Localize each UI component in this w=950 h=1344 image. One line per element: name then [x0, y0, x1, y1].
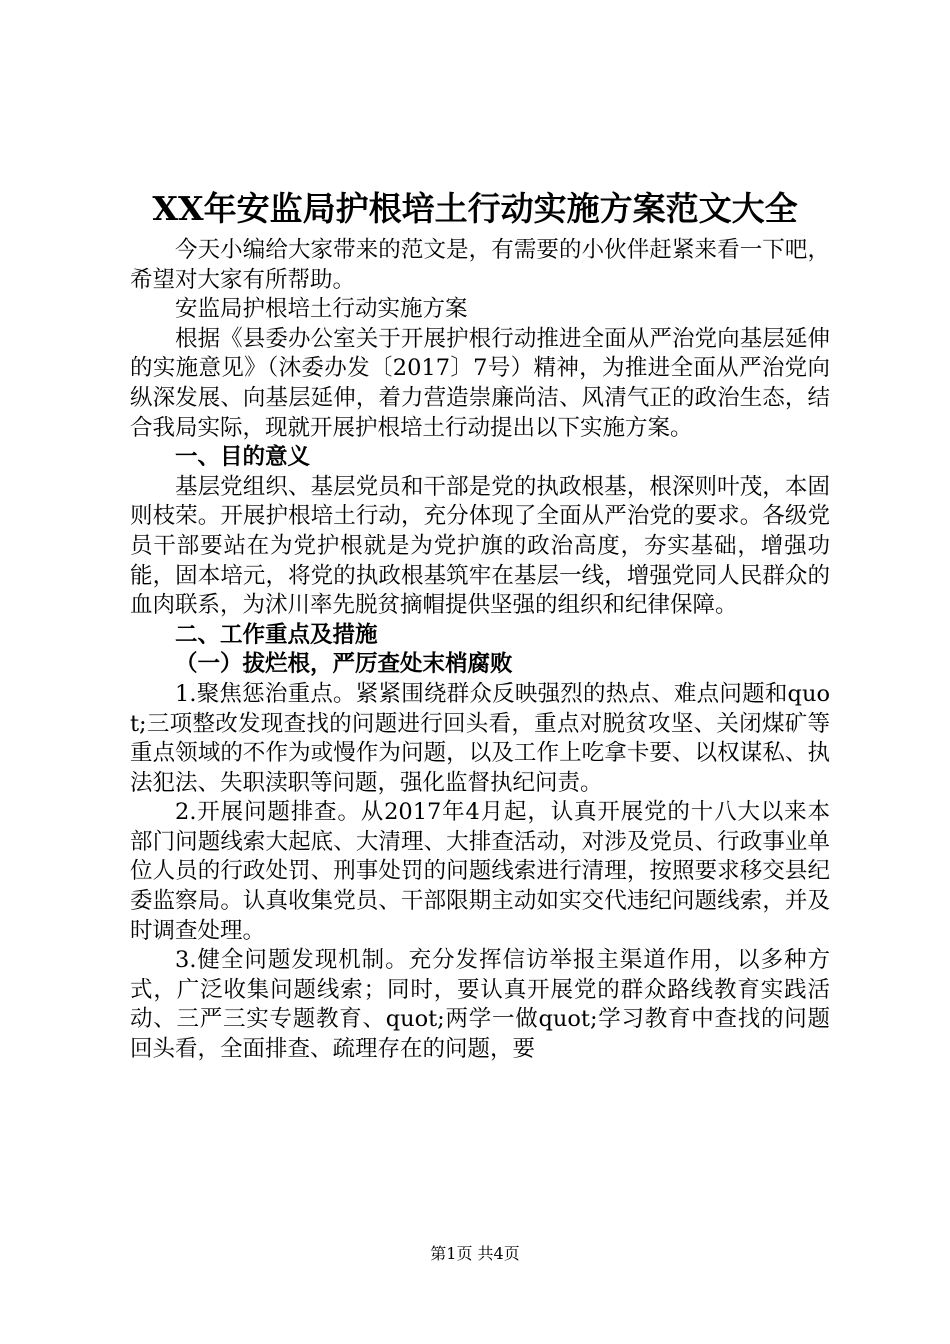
- paragraph-intro: 今天小编给大家带来的范文是，有需要的小伙伴赶紧来看一下吧，希望对大家有所帮助。: [130, 237, 830, 293]
- paragraph-purpose: 基层党组织、基层党员和干部是党的执政根基，根深则叶茂，本固则枝荣。开展护根培土行动，充分体现了全面从严治党的要求。各级党员干部要站在为党护根就是为党护旗的政治高度，夯实基础，增强功能，固本培元，将党的执政根基筑牢在基层一线，增强党同人民群众的血肉联系，为沭川率先脱贫摘帽提供坚强的组织和纪律保障。: [130, 473, 830, 619]
- heading-measures: 二、工作重点及措施: [175, 621, 378, 648]
- heading-purpose: 一、目的意义: [175, 444, 311, 471]
- paragraph-item-3: 3.健全问题发现机制。充分发挥信访举报主渠道作用，以多种方式，广泛收集问题线索；同时，要认真开展党的群众路线教育实践活动、三严三实专题教育、quot;两学一做quot;学习教育中查找的问题回头看，全面排查、疏理存在的问题，要: [130, 947, 830, 1063]
- paragraph-basis: 根据《县委办公室关于开展护根行动推进全面从严治党向基层延伸的实施意见》（沐委办发〔2017〕7号）精神，为推进全面从严治党向纵深发展、向基层延伸，着力营造崇廉尚洁、风清气正的政治生态，结合我局实际，现就开展护根培土行动提出以下实施方案。: [130, 325, 830, 441]
- document-body: [130, 236, 830, 1065]
- subheading-measures-1: （一）拔烂根，严厉查处末梢腐败: [175, 651, 513, 678]
- paragraph-item-2: 2.开展问题排查。从2017年4月起，认真开展党的十八大以来本部门问题线索大起底、大清理、大排查活动，对涉及党员、行政事业单位人员的行政处罚、刑事处罚的问题线索进行清理，按照要求移交县纪委监察局。认真收集党员、干部限期主动如实交代违纪问题线索，并及时调查处理。: [130, 799, 830, 944]
- page-footer: 第1页 共4页: [430, 1244, 520, 1263]
- document-title: XX年安监局护根培土行动实施方案范文大全: [152, 189, 798, 228]
- paragraph-doc-name: 安监局护根培土行动实施方案: [175, 296, 468, 323]
- paragraph-item-1: 1.聚焦惩治重点。紧紧围绕群众反映强烈的热点、难点问题和quot;三项整改发现查找的问题进行回头看，重点对脱贫攻坚、关闭煤矿等重点领域的不作为或慢作为问题，以及工作上吃拿卡要、以权谋私、执法犯法、失职渎职等问题，强化监督执纪问责。: [130, 680, 830, 796]
